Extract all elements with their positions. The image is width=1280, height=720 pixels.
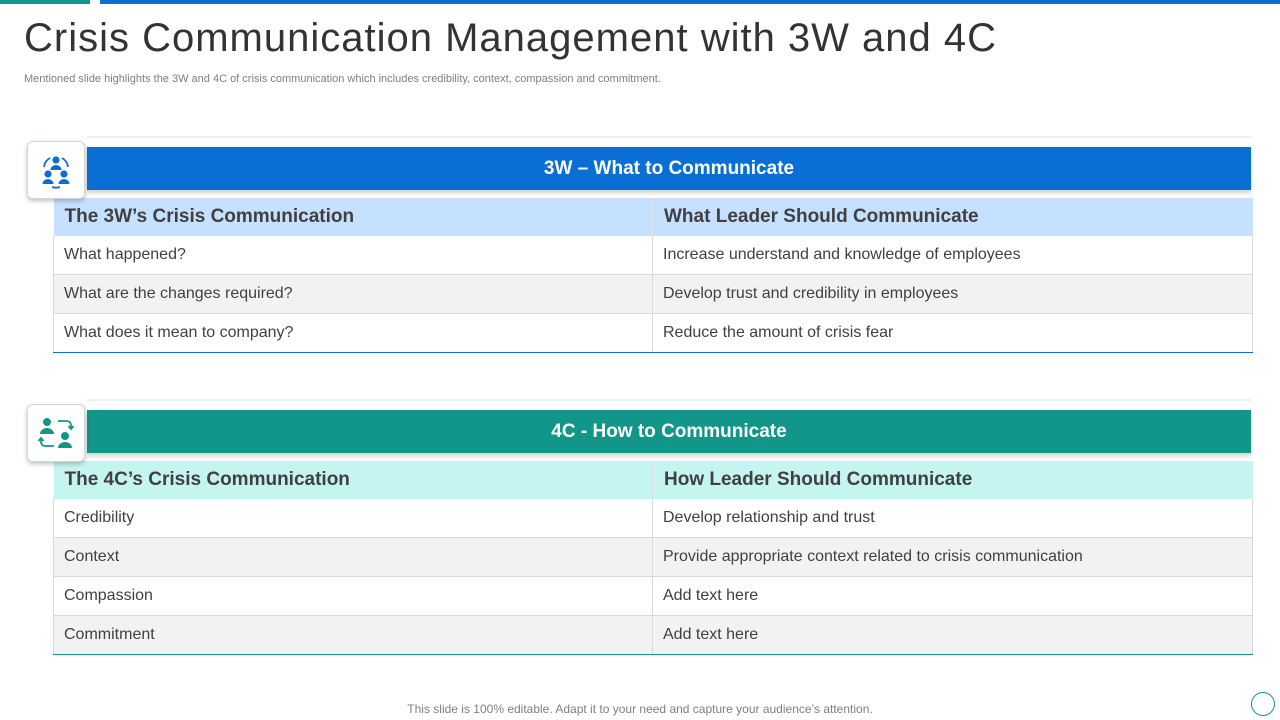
table-cell: Develop trust and credibility in employees — [653, 275, 1253, 314]
table-cell: Context — [54, 538, 653, 577]
table-row — [54, 236, 1253, 275]
table-cell: Develop relationship and trust — [653, 499, 1253, 538]
table-cell: What happened? — [54, 236, 653, 275]
section-3w-banner: 3W – What to Communicate — [87, 147, 1251, 190]
table-row — [54, 577, 1253, 616]
section-top-divider — [87, 399, 1251, 401]
table-cell: What are the changes required? — [54, 275, 653, 314]
table-cell: What does it mean to company? — [54, 314, 653, 353]
column-header-leader-communicate: What Leader Should Communicate — [653, 198, 1253, 236]
table-row — [54, 616, 1253, 655]
table-cell: Increase understand and knowledge of employees — [653, 236, 1253, 275]
section-4c-banner: 4C - How to Communicate — [87, 410, 1251, 453]
table-row — [54, 314, 1253, 353]
table-cell: Provide appropriate context related to crisis communication — [653, 538, 1253, 577]
people-communicate-icon — [27, 404, 85, 462]
top-accent-bar-blue — [100, 0, 1280, 4]
section-3w — [0, 136, 1280, 356]
top-accent-bar-teal — [0, 0, 90, 4]
table-3w — [53, 198, 1253, 353]
page-subtitle: Mentioned slide highlights the 3W and 4C of crisis communication which includes credibility, context, compassion and commitment. — [24, 73, 661, 85]
table-cell: Reduce the amount of crisis fear — [653, 314, 1253, 353]
table-row — [54, 499, 1253, 538]
table-row — [54, 538, 1253, 577]
people-exchange-icon — [27, 141, 85, 199]
table-cell: Compassion — [54, 577, 653, 616]
column-header-3w-crisis: The 3W’s Crisis Communication — [54, 198, 653, 236]
table-header-row — [54, 198, 1253, 236]
table-cell: Commitment — [54, 616, 653, 655]
column-header-leader-communicate: How Leader Should Communicate — [653, 461, 1253, 499]
footer-note: This slide is 100% editable. Adapt it to your need and capture your audience’s attention. — [407, 702, 873, 716]
table-4c — [53, 461, 1253, 655]
section-4c — [0, 399, 1280, 659]
table-row — [54, 275, 1253, 314]
column-header-4c-crisis: The 4C’s Crisis Communication — [54, 461, 653, 499]
table-header-row — [54, 461, 1253, 499]
corner-circle-icon — [1251, 692, 1275, 716]
table-cell: Add text here — [653, 616, 1253, 655]
section-top-divider — [87, 136, 1251, 138]
page-title: Crisis Communication Management with 3W and 4C — [24, 16, 998, 60]
table-cell: Credibility — [54, 499, 653, 538]
table-cell: Add text here — [653, 577, 1253, 616]
